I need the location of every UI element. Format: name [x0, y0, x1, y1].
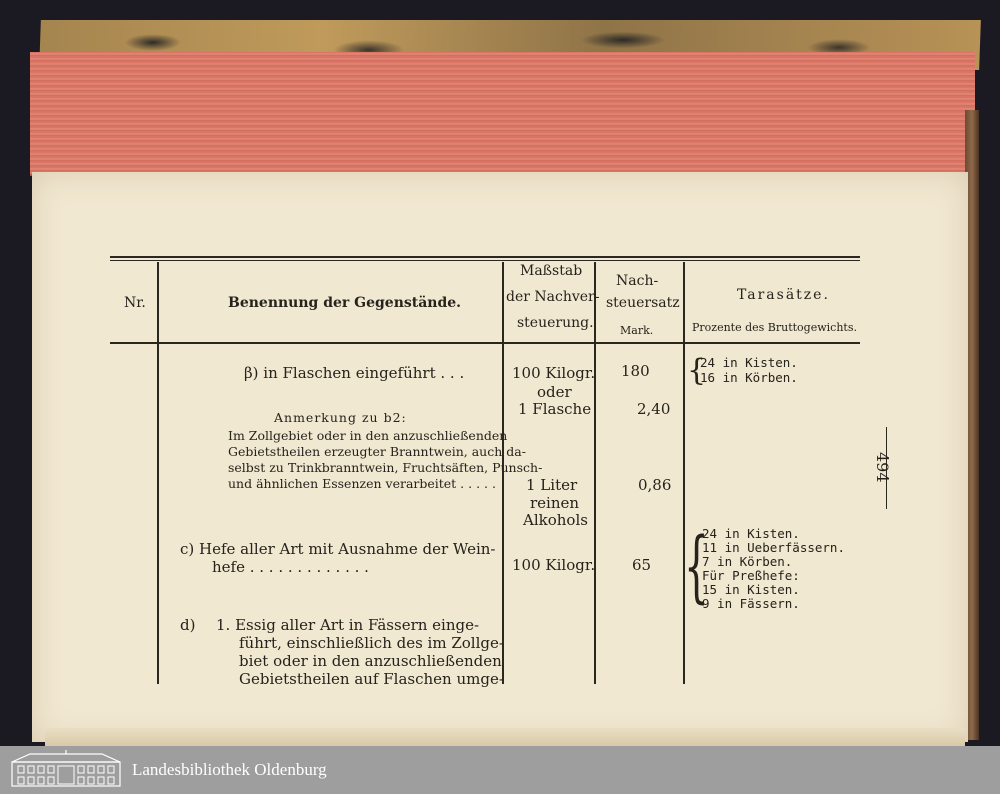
row-c-tara-6: 9 in Fässern.: [702, 596, 800, 611]
tariff-table: [32, 172, 968, 742]
header-nachsteuer-2: steuersatz: [606, 295, 680, 311]
anm-massstab-1: 1 Liter: [526, 476, 578, 494]
page-number: 494: [873, 452, 892, 483]
header-massstab-1: Maßstab: [520, 263, 583, 279]
anmerkung-line-3: selbst zu Trinkbranntwein, Fruchtsäften, Punsch-: [228, 460, 543, 475]
row-c-tara-3: 7 in Körben.: [702, 554, 793, 569]
library-building-logo: [10, 750, 122, 788]
page-edges: [30, 52, 975, 176]
row-beta-satz-1: 180: [621, 362, 650, 380]
table-top-rule: [110, 256, 860, 258]
table-top-rule-thin: [110, 260, 860, 261]
anm-satz: 0,86: [638, 476, 672, 494]
row-d-label: d): [180, 616, 196, 634]
row-beta-oder: oder: [537, 383, 572, 401]
header-benennung: Benennung der Gegenstände.: [228, 295, 462, 311]
header-mark: Mark.: [620, 324, 654, 337]
header-massstab-2: der Nachver-: [506, 289, 600, 305]
header-bottom-rule: [110, 342, 860, 344]
anm-massstab-3: Alkohols: [523, 511, 588, 529]
row-beta-tara-2: 16 in Körben.: [700, 370, 798, 385]
row-c-tara-2: 11 in Ueberfässern.: [702, 540, 845, 555]
row-c-label-2: hefe . . . . . . . . . . . . .: [212, 558, 369, 576]
row-beta-massstab-1: 100 Kilogr.: [512, 364, 596, 382]
library-name: Landesbibliothek Oldenburg: [132, 760, 327, 779]
column-divider-1: [157, 262, 159, 684]
row-d-line-4: Gebietstheilen auf Flaschen umge-: [239, 670, 504, 688]
anmerkung-title: Anmerkung zu b2:: [274, 410, 407, 425]
row-beta-label: β) in Flaschen eingeführt . . .: [244, 364, 465, 382]
anmerkung-line-2: Gebietstheilen erzeugter Branntwein, auch da-: [228, 444, 526, 459]
book-page: [32, 172, 968, 742]
tara-brace-beta: {: [687, 353, 707, 388]
row-c-tara-4: Für Preßhefe:: [702, 568, 800, 583]
header-nachsteuer-1: Nach-: [616, 273, 659, 289]
row-c-satz: 65: [632, 556, 652, 574]
tara-brace-c: {: [684, 522, 709, 612]
header-prozente: Prozente des Bruttogewichts.: [692, 321, 857, 334]
anmerkung-line-1: Im Zollgebiet oder in den anzuschließenden: [228, 428, 508, 443]
row-c-tara-5: 15 in Kisten.: [702, 582, 800, 597]
footer-bar: [0, 746, 1000, 794]
row-c-tara-1: 24 in Kisten.: [702, 526, 800, 541]
row-beta-tara-1: 24 in Kisten.: [700, 355, 798, 370]
row-beta-massstab-2: 1 Flasche: [518, 400, 592, 418]
row-d-line-3: biet oder in den anzuschließenden: [239, 652, 502, 670]
anmerkung-line-4: und ähnlichen Essenzen verarbeitet . . . . .: [228, 476, 496, 491]
page-bottom-edge: [45, 728, 965, 746]
row-d-line-1: 1. Essig aller Art in Fässern einge-: [216, 616, 480, 634]
row-beta-satz-2: 2,40: [637, 400, 671, 418]
row-c-label-1: c) Hefe aller Art mit Ausnahme der Wein-: [180, 540, 496, 558]
header-nr: Nr.: [124, 295, 146, 311]
row-d-line-2: führt, einschließlich des im Zollge-: [239, 634, 504, 652]
header-massstab-3: steuerung.: [517, 315, 594, 331]
column-divider-4: [683, 262, 685, 684]
row-c-massstab: 100 Kilogr.: [512, 556, 596, 574]
header-tarasaetze: Tarasätze.: [737, 287, 830, 303]
column-divider-3: [594, 262, 596, 684]
anm-massstab-2: reinen: [530, 494, 580, 512]
